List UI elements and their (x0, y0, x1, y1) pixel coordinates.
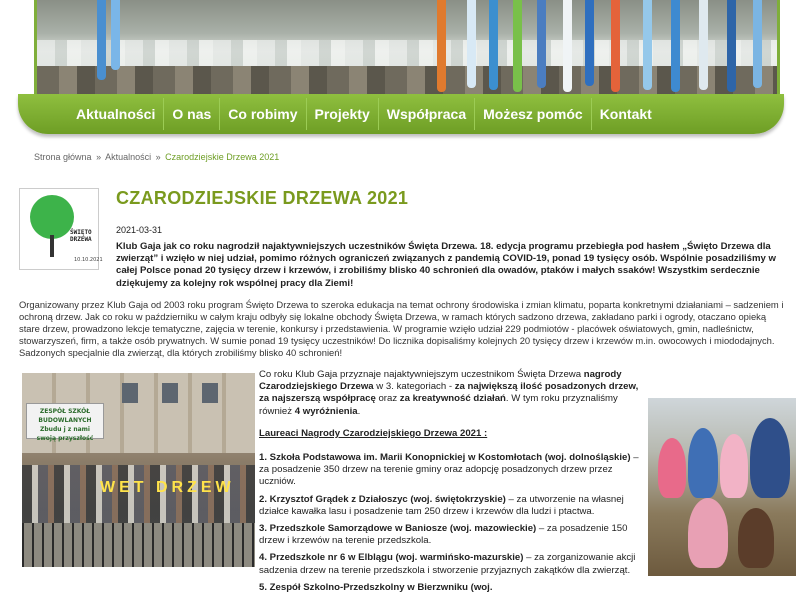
photo-letters: WET DRZEW (100, 479, 235, 496)
breadcrumb-current: Czarodziejskie Drzewa 2021 (165, 152, 280, 162)
article-title: CZARODZIEJSKIE DRZEWA 2021 (116, 188, 409, 208)
thumbnail-sign (70, 229, 92, 243)
photo-kids-planting[interactable] (648, 398, 796, 576)
laureate-name: 5. Zespół Szkolno-Przedszkolny w Bierzwniku (woj. (259, 581, 493, 593)
nav-item-co-robimy[interactable]: Co robimy (220, 98, 306, 130)
intro-text: oraz (375, 393, 400, 405)
nav-item-o-nas[interactable]: O nas (164, 98, 220, 130)
laureate-item (259, 552, 641, 576)
sign-text: Zbudu j z nami (40, 426, 90, 433)
photo-school-sign (26, 403, 104, 442)
laureate-name: 2. Krzysztof Grądek z Działoszyc (woj. świętokrzyskie) (259, 493, 506, 505)
laureates-section (259, 369, 641, 599)
nav-item-aktualnosci[interactable]: Aktualności (66, 98, 164, 130)
intro-bold: nagrody Czarodziejskiego Drzewa (259, 369, 622, 393)
banner-ribbon (489, 0, 498, 90)
main-nav (66, 98, 660, 130)
sign-text: swoją przyszłość (36, 435, 94, 442)
laureate-desc: – za posadzenie 350 drzew na terenie gminy oraz adopcję posadzonych drzew przez uczniów. (259, 452, 639, 488)
intro-text: w 3. kategoriach - (373, 381, 455, 393)
photo-child (720, 434, 748, 498)
sign-text: ZESPÓŁ SZKÓŁ (39, 408, 91, 415)
banner-ribbon (699, 0, 708, 90)
banner-ribbon (753, 0, 762, 88)
laureate-item (259, 582, 641, 594)
photo-child (658, 438, 686, 498)
banner-ribbon (585, 0, 594, 86)
banner-ribbon (437, 0, 446, 92)
laureate-desc: – za zorganizowanie akcji sadzenia drzew na terenie przedszkola i stworzenie przyjaznych zakątków dla zwierząt. (259, 552, 636, 576)
laureate-item (259, 523, 641, 547)
laureate-name: 4. Przedszkole nr 6 w Elblągu (woj. warmińsko-mazurskie) (259, 552, 524, 564)
intro-bold: za największą ilość posadzonych drzew, za najszerszą współpracę (259, 381, 639, 405)
banner-ribbon (643, 0, 652, 90)
article-body: Organizowany przez Klub Gaja od 2003 roku program Święto Drzewa to szeroka edukacja na temat ochrony środowiska i zmian klimatu, poparta konkretnymi działaniami – sadzeniem i ochroną drzew. Jak co roku w październiku w całym kraju odbyły się lokalne obchody Święta Drzewa, w ramach których sadzono drzewa, zakładano parki i ogrody, otaczano opieką stare drzew, prowadzono lekcje tematyczne, zajęcia w terenie, konkursy i przedstawienia. W programie wzięło udział 229 podmiotów - placówek oświatowych, gmin, nadleśnictw, stowarzyszeń, firm, a także osób prywatnych. W sumie ponad 19 tysięcy uczestników! Do licznika dopisaliśmy kolejnych 20 tysięcy drzew i krzewów m.in. owocowych i miododajnych. Sadzonych specjalnie dla zwierząt, dla których zrobiliśmy blisko 40 schronień! (19, 299, 784, 358)
breadcrumb-home-link[interactable]: Strona główna (34, 152, 92, 162)
breadcrumb (34, 152, 279, 162)
article-thumbnail[interactable] (19, 188, 103, 270)
thumbnail-sign-line: DRZEWA (70, 236, 92, 243)
nav-item-kontakt[interactable]: Kontakt (599, 106, 652, 122)
banner-ribbon (611, 0, 620, 92)
sign-text: BUDOWLANYCH (38, 417, 92, 424)
photo-window (122, 383, 138, 403)
banner-ribbon (97, 0, 106, 80)
photo-school-group[interactable] (22, 373, 255, 567)
breadcrumb-separator: » (96, 152, 102, 162)
intro-text: Co roku Klub Gaja przyznaje najaktywniejszym uczestnikom Święta Drzewa (259, 369, 584, 380)
breadcrumb-section-link[interactable]: Aktualności (105, 152, 152, 162)
banner-ribbon (563, 0, 572, 92)
photo-fence (22, 523, 255, 567)
intro-bold: za kreatywność działań (399, 393, 506, 405)
tree-trunk (50, 235, 54, 257)
banner-ribbon (513, 0, 522, 92)
laureate-desc: – za utworzenie na własnej działce kawałka lasu i posadzenie tam 250 drzew i krzewów dla ludzi i ptactwa. (259, 493, 624, 517)
intro-text: . (357, 405, 361, 417)
photo-child (688, 498, 728, 568)
photo-window (202, 383, 218, 403)
photo-window (162, 383, 178, 403)
intro-bold: 4 wyróżnienia (294, 405, 358, 417)
banner-ribbon (111, 0, 120, 70)
breadcrumb-separator: » (155, 152, 161, 162)
laureate-name: 3. Przedszkole Samorządowe w Baniosze (woj. mazowieckie) (259, 523, 537, 535)
banner-ribbon (467, 0, 476, 88)
banner-ribbon (727, 0, 736, 92)
thumbnail-sign-line: ŚWIĘTO (70, 229, 92, 236)
banner-ribbon (537, 0, 546, 88)
header-banner-photo (34, 0, 780, 94)
laureates-heading: Laureaci Nagrody Czarodziejskiego Drzewa 2021 : (259, 427, 488, 439)
laureate-item (259, 494, 641, 518)
article-date: 2021-03-31 (116, 225, 163, 235)
awards-intro (259, 369, 641, 418)
photo-child (750, 418, 790, 498)
nav-item-wspolpraca[interactable]: Współpraca (379, 98, 475, 130)
thumbnail-date: 10.10.2021 (74, 257, 103, 263)
article-lead: Klub Gaja jak co roku nagrodził najaktywniejszych uczestników Święta Drzewa. 18. edycja programu przebiegła pod hasłem „Święto Drzewa dla zwierząt” i wzięło w niej udział, pomimo różnych ograniczeń związanych z pandemią COVID-19, ponad 19 tysięcy osób. Wspólnie posadziliśmy w całej Polsce ponad 20 tysięcy drzew i krzewów, i zrobiliśmy blisko 40 schronień dla owadów, ptaków i małych ssaków! Wszystkim serdecznie dziękujemy za kolejny rok wspólnej pracy dla Ziemi! (116, 241, 776, 289)
photo-child (688, 428, 718, 498)
laureate-desc: – za posadzenie 150 drzew i krzewów na terenie przedszkola. (259, 523, 628, 547)
nav-item-projekty[interactable]: Projekty (307, 98, 379, 130)
laureate-item (259, 452, 641, 489)
laureate-name: 1. Szkoła Podstawowa im. Marii Konopnickiej w Kostomłotach (woj. dolnośląskie) (259, 452, 631, 464)
banner-ribbon (671, 0, 680, 92)
tree-logo-icon (30, 195, 74, 239)
nav-item-mozesz-pomoc[interactable]: Możesz pomóc (475, 98, 592, 130)
intro-text: . W tym roku przyznaliśmy również (259, 393, 618, 417)
photo-child (738, 508, 774, 568)
banner-rocks (37, 66, 777, 94)
